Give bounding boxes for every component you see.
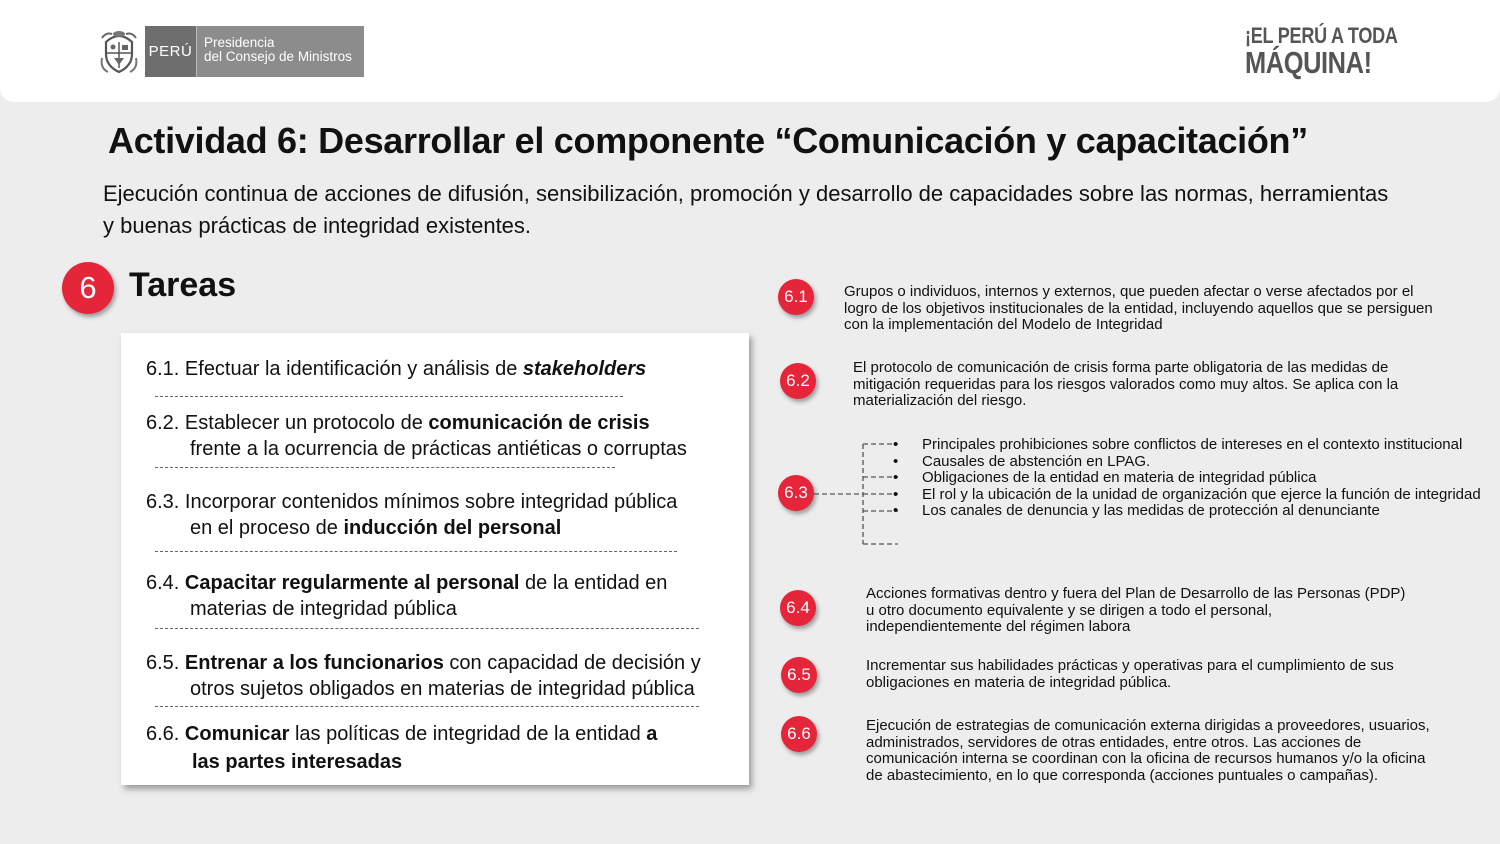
peru-coat-of-arms-icon	[100, 28, 138, 74]
slogan-line1: ¡EL PERÚ A TODA	[1245, 23, 1398, 48]
task-bold: inducción del personal	[343, 517, 562, 539]
task-continuation: las partes interesadas	[192, 751, 403, 773]
page-title: Actividad 6: Desarrollar el componente “Comunicación y capacitación”	[108, 120, 1308, 161]
government-logo	[145, 26, 364, 77]
detail-badge-6-3: 6.3	[778, 475, 814, 511]
task-continuation: en el proceso de	[190, 517, 344, 539]
slogan-line2: MÁQUINA!	[1245, 45, 1372, 80]
detail-text-6-6: Ejecución de estrategias de comunicación externa dirigidas a proveedores, usuarios, administrados, servidores de otras entidades, entre otros. Las acciones de comunicación interna se coordinan con la oficina de recursos humanos y/o la oficina de abastecimiento, en lo que corresponda (acciones puntuales o campañas).	[866, 717, 1430, 784]
page-subtitle: Ejecución continua de acciones de difusión, sensibilización, promoción y desarrollo de capacidades sobre las normas, herramientas y buenas prácticas de integridad existentes.	[103, 181, 1389, 238]
divider	[155, 628, 699, 629]
detail-bullets-6-3	[893, 437, 1481, 520]
task-6-4	[146, 570, 667, 622]
bullet-item: • El rol y la ubicación de la unidad de organización que ejerce la función de integridad	[893, 487, 1481, 504]
detail-text-6-5: Incrementar sus habilidades prácticas y operativas para el cumplimiento de sus obligaciones en materia de integridad pública.	[866, 657, 1394, 691]
task-6-2	[146, 410, 687, 462]
task-text-suffix: con capacidad de decisión y	[443, 652, 701, 674]
header-bar	[0, 0, 1500, 102]
task-6-5	[146, 650, 701, 702]
divider	[155, 551, 677, 552]
gov-country: PERÚ	[145, 26, 196, 77]
task-6-3	[146, 489, 677, 541]
task-text: 6.5.	[146, 652, 185, 674]
detail-badge-6-1: 6.1	[778, 279, 814, 315]
gov-entity-line2: del Consejo de Ministros	[204, 49, 352, 64]
task-text: 6.2. Establecer un protocolo de	[146, 412, 429, 434]
task-continuation: frente a la ocurrencia de prácticas antiéticas o corruptas	[190, 438, 687, 460]
bullet-connector	[812, 440, 902, 550]
task-text: 6.3. Incorporar contenidos mínimos sobre integridad pública	[146, 491, 678, 513]
divider	[155, 467, 615, 468]
divider	[155, 396, 623, 397]
divider	[155, 706, 699, 707]
section-heading: Tareas	[129, 266, 237, 304]
tasks-card	[121, 333, 749, 785]
bullet-item: • Causales de abstención en LPAG.	[893, 454, 1481, 471]
task-text: 6.4.	[146, 572, 185, 594]
task-bold: comunicación de crisis	[428, 412, 650, 434]
task-text-suffix: de la entidad en	[519, 572, 668, 594]
detail-badge-6-4: 6.4	[780, 590, 816, 626]
section-number-badge: 6	[62, 262, 114, 314]
task-bold: Capacitar regularmente al personal	[184, 572, 520, 594]
slogan	[1245, 22, 1398, 80]
detail-badge-6-5: 6.5	[781, 657, 817, 693]
gov-entity-line1: Presidencia	[204, 35, 275, 50]
detail-badge-6-6: 6.6	[781, 716, 817, 752]
detail-text-6-4: Acciones formativas dentro y fuera del Plan de Desarrollo de las Personas (PDP) u otro documento equivalente y se dirigen a todo el personal, independientemente del régimen labora	[866, 585, 1406, 635]
detail-text-6-2: El protocolo de comunicación de crisis forma parte obligatoria de las medidas de mitigación requeridas para los riesgos valorados como muy altos. Se aplica con la materialización del riesgo.	[853, 359, 1399, 409]
task-continuation: materias de integridad pública	[190, 598, 457, 620]
bullet-item: • Principales prohibiciones sobre conflictos de intereses en el contexto institucional	[893, 437, 1481, 454]
bullet-item: • Los canales de denuncia y las medidas de protección al denunciante	[893, 503, 1481, 520]
task-6-6	[146, 720, 657, 776]
gov-entity	[196, 26, 364, 77]
task-6-1	[146, 356, 646, 382]
task-bold-end: a	[646, 723, 658, 745]
task-bold: Comunicar	[184, 723, 290, 745]
task-text: 6.1. Efectuar la identificación y análisis de	[146, 358, 523, 380]
task-emphasis: stakeholders	[522, 358, 647, 380]
task-text: 6.6.	[146, 723, 185, 745]
bullet-item: • Obligaciones de la entidad en materia de integridad pública	[893, 470, 1481, 487]
task-continuation: otros sujetos obligados en materias de integridad pública	[190, 678, 695, 700]
detail-badge-6-2: 6.2	[780, 363, 816, 399]
task-text-suffix: las políticas de integridad de la entidad	[289, 723, 647, 745]
task-bold: Entrenar a los funcionarios	[184, 652, 444, 674]
detail-text-6-1: Grupos o individuos, internos y externos, que pueden afectar o verse afectados por el logro de los objetivos institucionales de la entidad, incluyendo aquellos que se persiguen con la implementación del Modelo de Integridad	[844, 283, 1433, 333]
